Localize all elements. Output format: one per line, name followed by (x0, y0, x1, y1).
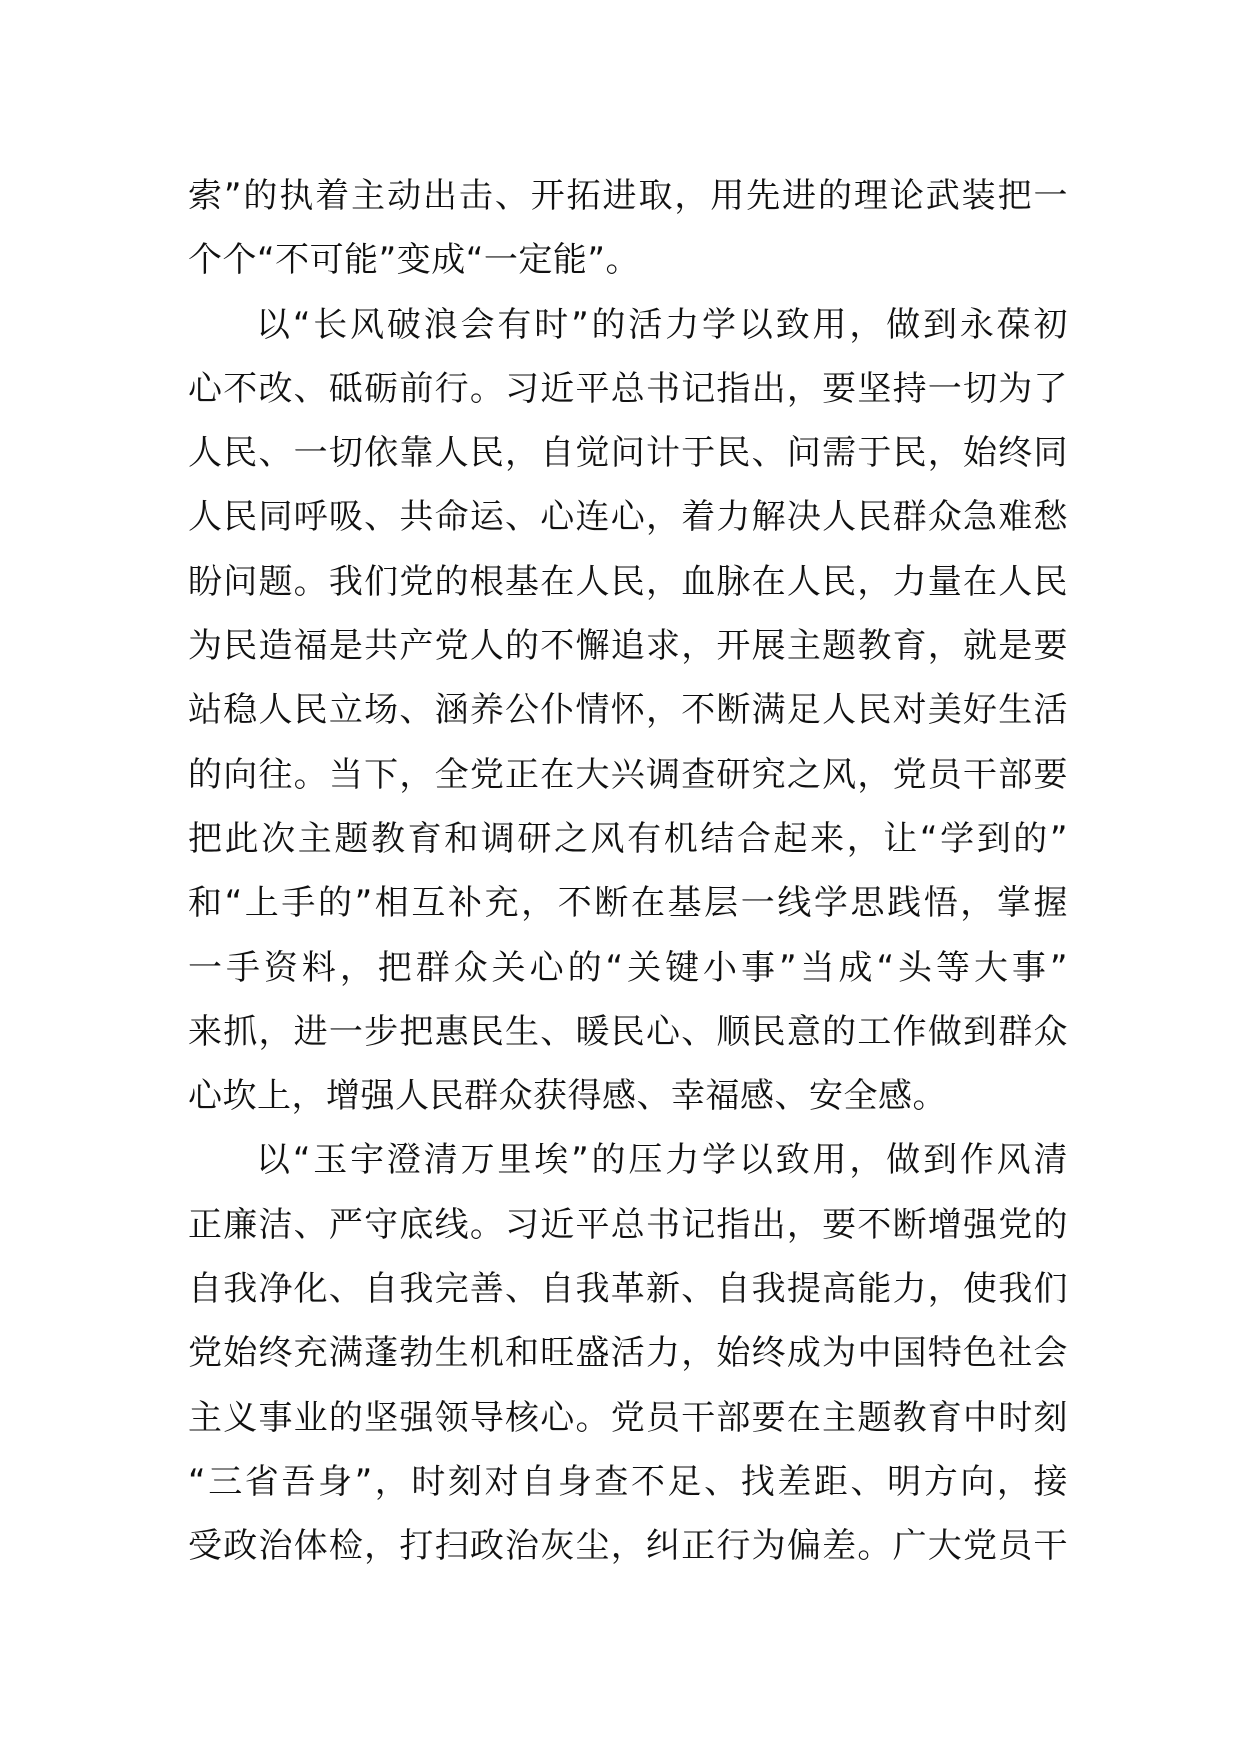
text-line: 自我净化、自我完善、自我革新、自我提高能力，使我们 (188, 1269, 1068, 1310)
text-line: 个个“不可能”变成“一定能”。 (188, 240, 640, 281)
body-text (188, 164, 1068, 1579)
text-line: 来抓，进一步把惠民生、暖民心、顺民意的工作做到群众 (188, 1011, 1068, 1052)
text-line: 正廉洁、严守底线。习近平总书记指出，要不断增强党的 (188, 1204, 1068, 1245)
paragraph-start-line: 以“玉宇澄清万里埃”的压力学以致用，做到作风清 (256, 1140, 1068, 1181)
text-line: 人民、一切依靠人民，自觉问计于民、问需于民，始终同 (188, 433, 1068, 474)
text-line: 索”的执着主动出击、开拓进取，用先进的理论武装把一 (188, 176, 1068, 216)
text-line: 的向往。当下，全党正在大兴调查研究之风，党员干部要 (188, 754, 1068, 795)
text-line: 和“上手的”相互补充，不断在基层一线学思践悟，掌握 (188, 883, 1068, 924)
text-line: 把此次主题教育和调研之风有机结合起来，让“学到的” (188, 818, 1068, 859)
text-line: 一手资料，把群众关心的“关键小事”当成“头等大事” (188, 947, 1068, 988)
text-line: 心不改、砥砺前行。习近平总书记指出，要坚持一切为了 (188, 368, 1068, 409)
text-line: 主义事业的坚强领导核心。党员干部要在主题教育中时刻 (188, 1397, 1068, 1438)
text-line: “三省吾身”，时刻对自身查不足、找差距、明方向，接 (188, 1461, 1068, 1502)
text-line: 受政治体检，打扫政治灰尘，纠正行为偏差。广大党员干 (188, 1526, 1068, 1567)
text-line: 党始终充满蓬勃生机和旺盛活力，始终成为中国特色社会 (188, 1333, 1068, 1374)
text-line: 站稳人民立场、涵养公仆情怀，不断满足人民对美好生活 (188, 690, 1068, 731)
text-line: 为民造福是共产党人的不懈追求，开展主题教育，就是要 (188, 626, 1068, 667)
text-line: 盼问题。我们党的根基在人民，血脉在人民，力量在人民 (188, 561, 1068, 602)
paragraph-start-line: 以“长风破浪会有时”的活力学以致用，做到永葆初 (256, 304, 1068, 345)
text-line: 人民同呼吸、共命运、心连心，着力解决人民群众急难愁 (188, 497, 1068, 538)
text-line: 心坎上，增强人民群众获得感、幸福感、安全感。 (188, 1076, 947, 1117)
